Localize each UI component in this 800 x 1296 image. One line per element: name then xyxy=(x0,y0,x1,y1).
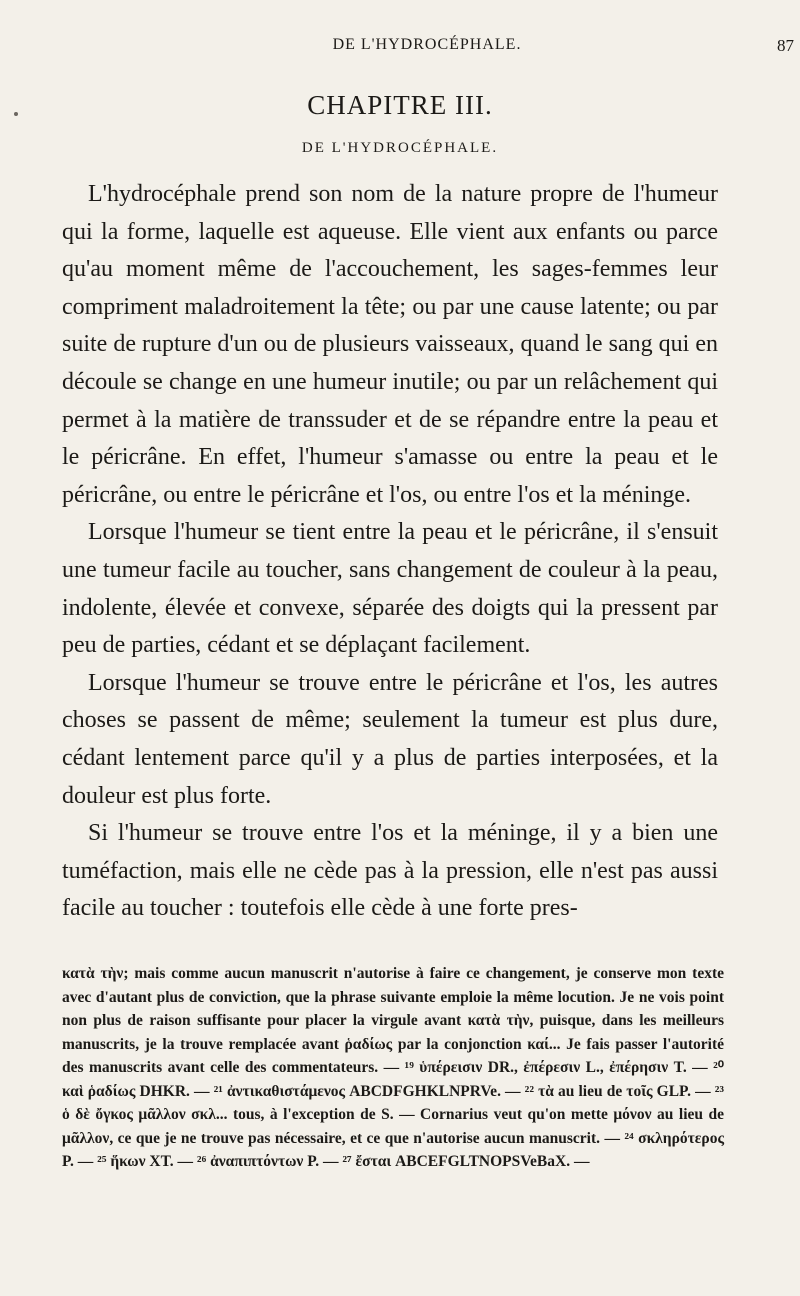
paragraph: Lorsque l'humeur se tient entre la peau et le péricrâne, il s'ensuit une tumeur facile au toucher, sans changement de couleur à la peau, indolente, élevée et convexe, séparée des doigts qui la pressent par peu de parties, cédant et se déplaçant facilement. xyxy=(62,519,718,659)
paragraph: Si l'humeur se trouve entre l'os et la méninge, il y a bien une tuméfaction, mais elle ne cède pas à la pression, elle n'est pas aussi facile au toucher : toutefois elle cède à une forte pres- xyxy=(62,820,718,922)
footnotes xyxy=(62,962,724,1174)
running-title: DE L'HYDROCÉPHALE. xyxy=(332,36,522,53)
main-text xyxy=(62,176,718,928)
running-head xyxy=(60,36,794,60)
footnote-block: κατὰ τὴν; mais comme aucun manuscrit n'autorise à faire ce changement, je conserve mon texte avec d'autant plus de conviction, que la phrase suivante emploie la même locution. Je ne vois point non plus de raison suffisante pour placer la virgule avant κατὰ τὴν, puisque, dans les meilleurs manuscrits, je la trouve remplacée avant ῥαδίως par la conjonction καί... Je fais passer l'autorité des manuscrits avant celle des commentateurs. — ¹⁹ ὑπέρεισιν DR., ἐπέρεσιν L., ἐπέρησιν T. — ²⁰ καὶ ῥαδίως DHKR. — ²¹ ἀντικαθιστάμενος ABCDFGHKLNPRVe. — ²² τὰ au lieu de τοῖς GLP. — ²³ ὁ δὲ ὄγκος μᾶλλον σκλ... tous, à l'exception de S. — Cornarius veut qu'on mette μόνον au lieu de μᾶλλον, ce que je ne trouve pas nécessaire, et ce que n'autorise aucun manuscrit. — ²⁴ σκληρότερος P. — ²⁵ ἥκων XT. — ²⁶ ἀναπιπτόντων P. — ²⁷ ἔσται ABCEFGLTNOPSVeBaX. — xyxy=(62,965,724,1170)
chapter-title: CHAPITRE III. xyxy=(307,90,493,120)
chapter-subtitle: DE L'HYDROCÉPHALE. xyxy=(301,140,499,156)
paragraph: Lorsque l'humeur se trouve entre le péricrâne et l'os, les autres choses se passent de même; seulement la tumeur est plus dure, cédant lentement parce qu'il y a plus de parties interposées, et la douleur est plus forte. xyxy=(62,669,718,809)
page-number: 87 xyxy=(777,36,794,55)
paragraph: L'hydrocéphale prend son nom de la nature propre de l'humeur qui la forme, laquelle est aqueuse. Elle vient aux enfants ou parce qu'au moment même de l'accouchement, les sages-femmes leur compriment maladroitement la tête; ou par une cause latente; ou par suite de rupture d'un ou de plusieurs vaisseaux, quand le sang qui en découle se change en une humeur inutile; ou par un relâchement qui permet à la matière de transsuder et de se répandre entre la peau et le péricrâne. En effet, l'humeur s'amasse ou entre la peau et le péricrâne, ou entre le péricrâne et l'os, ou entre l'os et la méninge. xyxy=(62,181,718,508)
